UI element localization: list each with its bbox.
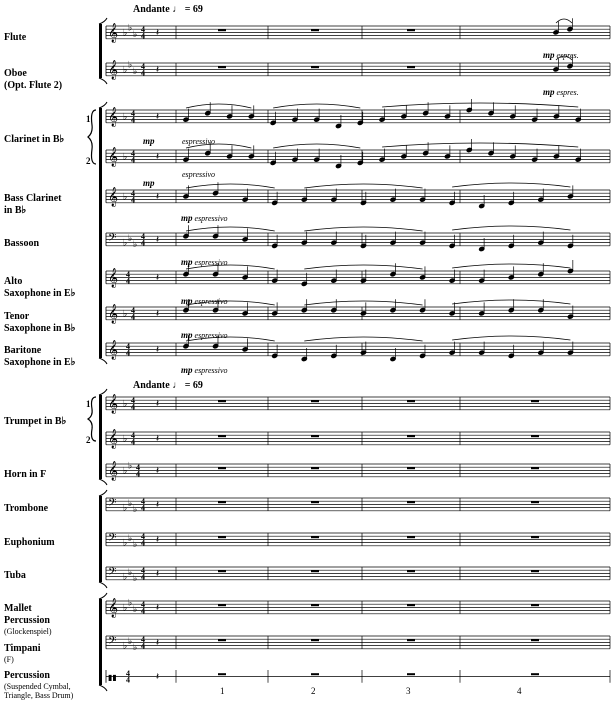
bracket-brass-high-hook-bottom (99, 479, 107, 485)
treble-clef-icon: 𝄞 (108, 107, 119, 127)
treble-clef-icon: 𝄞 (108, 461, 119, 481)
slur (273, 104, 360, 108)
time-sig-top: 4 (141, 634, 145, 644)
quarter-rest-icon: 𝄽 (156, 637, 160, 649)
time-sig-top: 4 (126, 668, 130, 678)
flat-icon: ♭ (123, 503, 128, 514)
whole-rest-icon (218, 536, 226, 538)
quarter-rest-icon: 𝄽 (156, 308, 160, 320)
whole-rest-icon (531, 673, 539, 675)
bass-clef-icon: 𝄢 (108, 566, 117, 581)
slur (452, 300, 570, 304)
flat-icon: ♭ (123, 603, 128, 614)
whole-rest-icon (531, 467, 539, 469)
flat-icon: ♭ (133, 540, 138, 551)
label-tenor-name: Tenor (4, 311, 30, 322)
whole-rest-icon (407, 570, 415, 572)
slur (452, 264, 570, 268)
dyn-alto: mp espressivo (181, 296, 228, 306)
flat-icon: ♭ (128, 23, 133, 34)
quarter-rest-icon: 𝄽 (156, 602, 160, 614)
treble-clef-icon: 𝄞 (108, 394, 119, 414)
whole-rest-icon (218, 501, 226, 503)
flat-icon: ♭ (128, 636, 133, 647)
whole-rest-icon (218, 467, 226, 469)
flat-icon: ♭ (133, 505, 138, 516)
label-tenor-sub: Saxophone in B♭ (4, 323, 76, 334)
flat-icon: ♭ (128, 60, 133, 71)
label-oboe-sub: (Opt. Flute 2) (4, 80, 63, 91)
slur (186, 301, 275, 305)
time-sig-top: 4 (141, 496, 145, 506)
trumpet-brace (88, 397, 96, 441)
measure-number-3: 3 (406, 686, 411, 696)
bracket-low-brass-hook-bottom (99, 582, 107, 588)
flat-icon: ♭ (133, 67, 138, 77)
quarter-rest-icon: 𝄽 (156, 64, 160, 76)
flat-icon: ♭ (133, 30, 138, 40)
time-sig-bottom: 4 (131, 115, 135, 125)
slur (273, 144, 360, 148)
label-flute: Flute (4, 32, 27, 43)
dyn-bari: mp espressivo (181, 365, 228, 375)
flat-icon: ♭ (128, 533, 133, 544)
label-trumpet: Trumpet in B♭ (4, 416, 67, 427)
trumpet-part-2: 2 (86, 435, 91, 445)
quarter-rest-icon: 𝄽 (156, 234, 160, 246)
time-sig-top: 4 (131, 395, 135, 405)
flat-icon: ♭ (123, 399, 128, 410)
time-sig-bottom: 4 (141, 238, 145, 248)
whole-rest-icon (531, 570, 539, 572)
slur (382, 143, 578, 147)
whole-rest-icon (407, 66, 415, 68)
time-sig-top: 4 (131, 108, 135, 118)
label-mallet-name: Mallet (4, 603, 32, 614)
flat-icon: ♭ (128, 461, 133, 472)
measure-number-1: 1 (220, 686, 225, 696)
time-sig-bottom: 4 (126, 348, 130, 358)
flat-icon: ♭ (123, 309, 128, 320)
flat-icon: ♭ (123, 538, 128, 549)
whole-rest-icon (531, 639, 539, 641)
slur (304, 184, 422, 188)
time-sig-top: 4 (141, 231, 145, 241)
quarter-rest-icon: 𝄽 (156, 27, 160, 39)
whole-rest-icon (407, 467, 415, 469)
perc-clef-icon: ▮▮ (108, 673, 117, 682)
time-sig-bottom: 4 (131, 402, 135, 412)
bracket-brass-high-hook-top (99, 389, 107, 395)
time-sig-bottom: 4 (141, 606, 145, 616)
whole-rest-icon (311, 435, 319, 437)
treble-clef-icon: 𝄞 (108, 429, 119, 449)
flat-icon: ♭ (123, 466, 128, 477)
label-mallet-name2: Percussion (4, 615, 50, 626)
quarter-rest-icon: 𝄽 (156, 272, 160, 284)
label-bass-clarinet-name: Bass Clarinet (4, 193, 62, 204)
slur (186, 184, 275, 188)
time-sig-bottom: 4 (141, 538, 145, 548)
flat-icon: ♭ (123, 152, 128, 163)
label-trombone: Trombone (4, 503, 49, 514)
whole-rest-icon (218, 400, 226, 402)
label-timpani-name: Timpani (4, 643, 41, 654)
time-sig-bottom: 4 (131, 312, 135, 322)
label-euphonium: Euphonium (4, 537, 55, 548)
label-horn: Horn in F (4, 469, 47, 480)
flat-icon: ♭ (133, 643, 138, 654)
slur (452, 336, 570, 340)
time-sig-bottom: 4 (126, 276, 130, 286)
time-sig-top: 4 (141, 599, 145, 609)
quarter-note-icon: ♩ (172, 4, 183, 15)
label-alto-sub: Saxophone in E♭ (4, 288, 76, 299)
quarter-rest-icon: 𝄽 (156, 465, 160, 477)
quarter-rest-icon: 𝄽 (156, 534, 160, 546)
dyn-clar1-espr: espressivo (182, 137, 216, 146)
time-sig-bottom: 4 (141, 503, 145, 513)
slur (304, 301, 422, 305)
label-percussion-sub: (Suspended Cymbal, (4, 682, 71, 691)
whole-rest-icon (407, 673, 415, 675)
measure-number-4: 4 (517, 686, 522, 696)
label-bass-clarinet-sub: in B♭ (4, 205, 27, 216)
bracket-winds-top (99, 24, 102, 78)
whole-rest-icon (311, 66, 319, 68)
time-sig-top: 4 (131, 430, 135, 440)
quarter-rest-icon: 𝄽 (156, 568, 160, 580)
whole-rest-icon (218, 570, 226, 572)
treble-clef-icon: 𝄞 (108, 340, 119, 360)
time-sig-top: 4 (141, 565, 145, 575)
quarter-rest-icon: 𝄽 (156, 344, 160, 356)
flat-icon: ♭ (123, 112, 128, 123)
bass-clef-icon: 𝄢 (108, 532, 117, 547)
bracket-brass-high (99, 395, 102, 479)
flat-icon: ♭ (133, 605, 138, 615)
quarter-rest-icon: 𝄽 (156, 151, 160, 163)
bracket-percussion-hook-bottom (99, 685, 107, 691)
flat-icon: ♭ (128, 598, 133, 609)
time-sig-bottom: 4 (131, 437, 135, 447)
treble-clef-icon: 𝄞 (108, 147, 119, 167)
whole-rest-icon (218, 435, 226, 437)
whole-rest-icon (407, 400, 415, 402)
flat-icon: ♭ (123, 572, 128, 583)
flat-icon: ♭ (128, 498, 133, 509)
flat-icon: ♭ (123, 28, 128, 39)
whole-rest-icon (531, 604, 539, 606)
bracket-winds-top-hook-bottom (99, 78, 107, 84)
label-alto-name: Alto (4, 276, 23, 287)
whole-rest-icon (218, 604, 226, 606)
label-bassoon: Bassoon (4, 238, 40, 249)
slur (186, 337, 275, 341)
slur (186, 265, 275, 269)
time-sig-top: 4 (131, 148, 135, 158)
flat-icon: ♭ (128, 233, 133, 244)
label-bari-sub: Saxophone in E♭ (4, 357, 76, 368)
label-clarinet: Clarinet in B♭ (4, 134, 65, 145)
time-sig-bottom: 4 (126, 675, 130, 685)
whole-rest-icon (311, 400, 319, 402)
slur (186, 104, 251, 108)
flat-icon: ♭ (123, 192, 128, 203)
label-oboe-name: Oboe (4, 68, 27, 79)
clarinet-part-1: 1 (86, 114, 91, 124)
time-sig-bottom: 4 (136, 469, 140, 479)
label-bari-name: Baritone (4, 345, 42, 356)
bracket-reeds-hook-bottom (99, 358, 107, 364)
time-sig-bottom: 4 (131, 155, 135, 165)
tempo-bpm: = 69 (184, 4, 203, 15)
time-sig-top: 4 (141, 24, 145, 34)
quarter-rest-icon: 𝄽 (156, 398, 160, 410)
whole-rest-icon (407, 639, 415, 641)
clarinet-part-2: 2 (86, 156, 91, 166)
whole-rest-icon (407, 435, 415, 437)
dyn-tenor: mp espressivo (181, 330, 228, 340)
slur (186, 227, 275, 231)
label-timpani-sub: (F) (4, 655, 14, 664)
quarter-rest-icon: 𝄽 (156, 191, 160, 203)
bass-clef-icon: 𝄢 (108, 635, 117, 650)
time-sig-bottom: 4 (141, 31, 145, 41)
flat-icon: ♭ (123, 65, 128, 76)
label-tuba: Tuba (4, 570, 26, 581)
flat-icon: ♭ (123, 238, 128, 249)
dyn-bsn: mp espressivo (181, 257, 228, 267)
tempo-bpm-2: = 69 (184, 380, 203, 391)
flat-icon: ♭ (123, 641, 128, 652)
time-sig-top: 4 (136, 462, 140, 472)
time-sig-top: 4 (131, 188, 135, 198)
whole-rest-icon (218, 29, 226, 31)
quarter-rest-icon: 𝄽 (156, 671, 160, 683)
dyn-clar1-mp: mp (143, 136, 155, 146)
tempo-text-2: Andante (133, 380, 170, 391)
dyn-flute: mp espres. (543, 50, 579, 60)
whole-rest-icon (531, 536, 539, 538)
trumpet-part-1: 1 (86, 399, 91, 409)
label-percussion-sub2: Triangle, Bass Drum) (4, 691, 74, 700)
label-mallet-sub: (Glockenspiel) (4, 627, 52, 636)
bass-clef-icon: 𝄢 (108, 232, 117, 247)
whole-rest-icon (218, 66, 226, 68)
treble-clef-icon: 𝄞 (108, 187, 119, 207)
time-sig-bottom: 4 (141, 68, 145, 78)
slur (186, 144, 251, 148)
whole-rest-icon (407, 501, 415, 503)
slur (304, 265, 422, 269)
whole-rest-icon (407, 604, 415, 606)
quarter-rest-icon: 𝄽 (156, 111, 160, 123)
quarter-rest-icon: 𝄽 (156, 499, 160, 511)
quarter-rest-icon: 𝄽 (156, 433, 160, 445)
dyn-clar2-espr: espressivo (182, 170, 216, 179)
time-sig-top: 4 (141, 61, 145, 71)
label-percussion-name: Percussion (4, 670, 50, 681)
treble-clef-icon: 𝄞 (108, 304, 119, 324)
bracket-low-brass (99, 496, 102, 582)
slur (382, 103, 578, 107)
quarter-note-icon-2: ♩ (172, 380, 183, 391)
dyn-clar2-mp: mp (143, 178, 155, 188)
flat-icon: ♭ (128, 567, 133, 578)
treble-clef-icon: 𝄞 (108, 60, 119, 80)
flat-icon: ♭ (123, 434, 128, 445)
slur (452, 226, 570, 230)
whole-rest-icon (407, 536, 415, 538)
treble-clef-icon: 𝄞 (108, 598, 119, 618)
whole-rest-icon (311, 501, 319, 503)
whole-rest-icon (531, 435, 539, 437)
whole-rest-icon (531, 501, 539, 503)
whole-rest-icon (407, 29, 415, 31)
slur (452, 183, 570, 187)
time-sig-top: 4 (141, 531, 145, 541)
whole-rest-icon (311, 29, 319, 31)
bass-clef-icon: 𝄢 (108, 497, 117, 512)
bracket-winds-top-hook-top (99, 18, 107, 24)
whole-rest-icon (311, 673, 319, 675)
whole-rest-icon (531, 400, 539, 402)
bracket-percussion-hook-top (99, 593, 107, 599)
bracket-percussion (99, 599, 102, 685)
slur (304, 227, 422, 231)
whole-rest-icon (311, 639, 319, 641)
whole-rest-icon (311, 536, 319, 538)
time-sig-top: 4 (126, 341, 130, 351)
whole-rest-icon (218, 639, 226, 641)
bracket-reeds-hook-top (99, 102, 107, 108)
whole-rest-icon (311, 604, 319, 606)
clarinet-brace (88, 110, 96, 164)
time-sig-bottom: 4 (141, 641, 145, 651)
dyn-bcl: mp espressivo (181, 213, 228, 223)
time-sig-bottom: 4 (141, 572, 145, 582)
whole-rest-icon (218, 673, 226, 675)
time-sig-bottom: 4 (131, 195, 135, 205)
tempo-text: Andante (133, 4, 170, 15)
measure-number-2: 2 (311, 686, 316, 696)
whole-rest-icon (311, 467, 319, 469)
flat-icon: ♭ (133, 240, 138, 251)
flat-icon: ♭ (133, 574, 138, 585)
treble-clef-icon: 𝄞 (108, 23, 119, 43)
time-sig-top: 4 (126, 269, 130, 279)
bracket-low-brass-hook-top (99, 490, 107, 496)
whole-rest-icon (311, 570, 319, 572)
dyn-oboe: mp espres. (543, 87, 579, 97)
time-sig-top: 4 (131, 305, 135, 315)
bracket-reeds (99, 108, 102, 358)
slur (304, 337, 422, 341)
treble-clef-icon: 𝄞 (108, 268, 119, 288)
